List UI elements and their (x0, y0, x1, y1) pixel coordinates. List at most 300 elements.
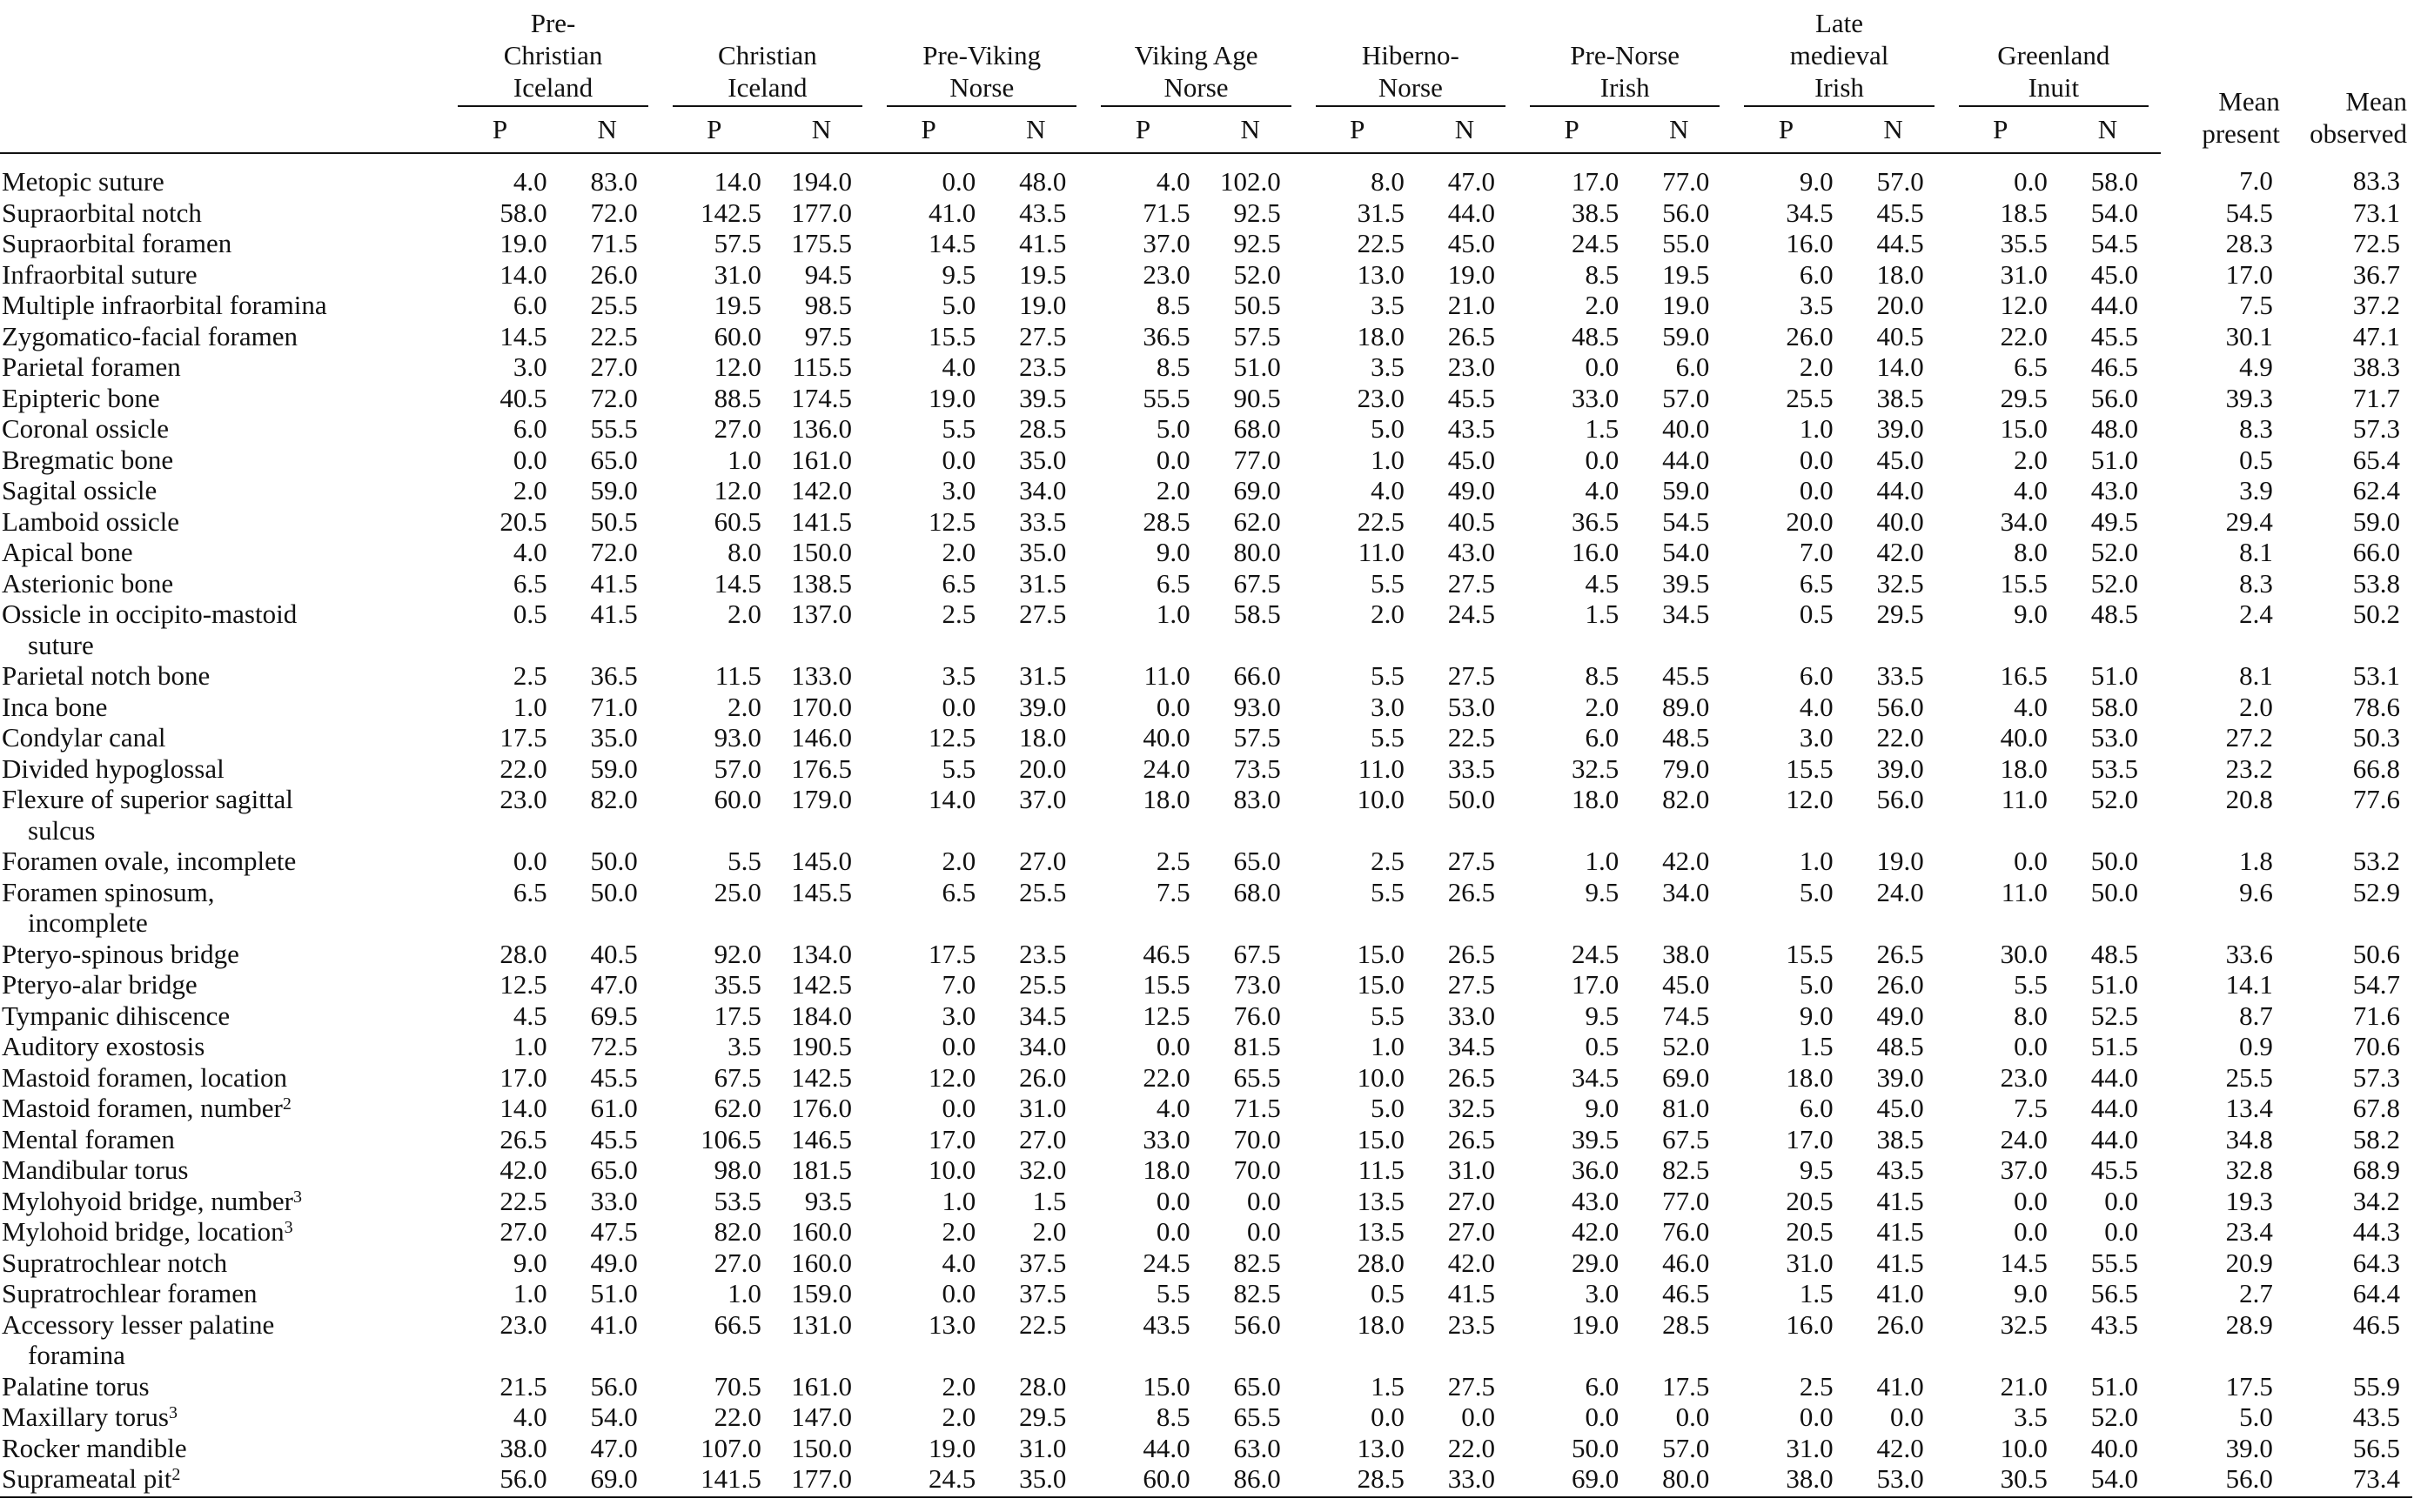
mean-observed-cell: 64.4 (2352, 1278, 2400, 1308)
present-count-cell: 44.0 (1143, 1432, 1190, 1463)
trait-name (0, 475, 446, 506)
present-count-cell: 23.0 (1357, 382, 1405, 413)
observed-count-cell: 43.0 (2090, 475, 2139, 505)
present-count-cell: 12.5 (929, 722, 976, 753)
mean-present-cell: 39.3 (2225, 382, 2273, 413)
observed-count-cell: 54.0 (2090, 197, 2139, 228)
present-count-cell: 29.0 (1571, 1247, 1619, 1278)
present-count-cell: 17.5 (714, 1000, 761, 1031)
present-count-cell: 0.0 (942, 1031, 976, 1061)
observed-count-cell: 55.5 (590, 413, 638, 444)
present-count-cell: 8.0 (1371, 166, 1405, 197)
present-count-cell: 5.0 (942, 290, 976, 320)
observed-count-cell: 37.0 (1019, 784, 1067, 814)
table-row (0, 445, 2412, 476)
present-count-cell: 7.0 (1799, 537, 1834, 567)
present-count-cell: 43.0 (1571, 1185, 1619, 1216)
observed-count-cell: 53.0 (1841, 1463, 1947, 1497)
observed-count-cell: 83.0 (1233, 784, 1281, 814)
observed-count-cell: 68.0 (1233, 413, 1281, 444)
trait-label: Bregmatic bone (2, 444, 174, 475)
observed-count-cell: 41.0 (1876, 1278, 1924, 1308)
present-count-cell: 6.0 (1585, 1370, 1619, 1402)
present-count-cell: 0.0 (1156, 1216, 1190, 1247)
observed-count-cell: 27.0 (1447, 1216, 1496, 1247)
trait-label: Divided hypoglossal (2, 753, 225, 784)
present-count-cell: 18.0 (2000, 753, 2048, 784)
present-count-cell: 3.0 (1799, 722, 1834, 753)
mean-observed-label: Mean observed (2310, 86, 2407, 149)
mean-present-cell: 20.8 (2225, 784, 2273, 814)
present-count-cell: 5.5 (1371, 722, 1405, 753)
observed-subheader: N (1197, 110, 1304, 153)
observed-count-cell: 54.5 (2090, 228, 2139, 258)
mean-present-cell: 2.4 (2239, 599, 2273, 629)
observed-count-cell: 77.0 (1662, 166, 1710, 197)
trait-name (0, 1186, 446, 1217)
present-count-cell: 55.5 (1143, 382, 1190, 413)
observed-count-cell: 82.5 (1662, 1154, 1710, 1185)
present-count-cell: 1.5 (1585, 599, 1619, 629)
present-count-cell: 2.0 (942, 1370, 976, 1402)
observed-count-cell: 23.5 (1447, 1308, 1496, 1340)
present-count-cell: 20.0 (1786, 505, 1834, 537)
present-count-cell: 0.0 (2014, 1031, 2048, 1061)
present-count-cell: 15.0 (1143, 1370, 1190, 1402)
present-count-cell: 0.0 (1799, 1402, 1834, 1432)
present-count-cell: 22.0 (1143, 1061, 1190, 1093)
observed-count-cell: 27.5 (1019, 599, 1067, 629)
present-count-cell: 8.0 (2014, 537, 2048, 567)
mean-observed-cell: 46.5 (2352, 1308, 2400, 1340)
present-count-cell: 17.0 (1786, 1123, 1834, 1154)
observed-count-cell: 194.0 (791, 166, 853, 197)
mean-observed-cell: 59.0 (2352, 505, 2400, 537)
present-count-cell: 8.5 (1585, 258, 1619, 290)
present-count-cell: 16.0 (1571, 537, 1619, 567)
observed-count-cell: 35.0 (590, 722, 638, 753)
observed-count-cell: 34.5 (1447, 1031, 1496, 1061)
observed-count-cell: 50.0 (1447, 784, 1496, 814)
observed-count-cell: 65.5 (1233, 1402, 1281, 1432)
observed-count-cell: 160.0 (791, 1216, 853, 1247)
table-row (0, 351, 2412, 383)
observed-count-cell: 93.0 (1233, 691, 1281, 722)
table-row (0, 1216, 2412, 1248)
trait-label: Supratrochlear notch (2, 1247, 228, 1278)
present-count-cell: 2.0 (942, 1402, 976, 1432)
observed-count-cell: 58.0 (2090, 691, 2139, 722)
present-count-cell: 9.5 (1585, 876, 1619, 907)
mean-observed-cell: 73.1 (2352, 197, 2400, 228)
trait-label: Asterionic bone (2, 567, 174, 599)
observed-count-cell: 52.0 (2090, 1402, 2139, 1432)
mean-present-cell: 7.5 (2239, 290, 2273, 320)
table-row (0, 1186, 2412, 1217)
mean-present-cell: 8.3 (2239, 413, 2273, 444)
observed-count-cell: 49.0 (1447, 475, 1496, 505)
trait-name (0, 969, 446, 1000)
present-count-cell: 12.5 (1143, 1000, 1190, 1031)
observed-count-cell: 48.0 (1019, 166, 1067, 197)
trait-name (0, 383, 446, 414)
present-count-cell: 1.0 (1799, 413, 1834, 444)
present-count-cell: 12.0 (2000, 290, 2048, 320)
present-count-cell: 2.5 (513, 660, 547, 691)
observed-count-cell: 177.0 (791, 197, 853, 228)
present-count-cell: 2.0 (942, 537, 976, 567)
observed-count-cell: 41.0 (590, 1308, 638, 1340)
present-count-cell: 2.0 (2014, 444, 2048, 475)
present-count-cell: 42.0 (1571, 1216, 1619, 1247)
observed-count-cell: 19.5 (1662, 258, 1710, 290)
present-count-cell: 1.0 (728, 1278, 761, 1308)
observed-count-cell: 50.0 (2090, 876, 2139, 907)
present-count-cell: 26.5 (500, 1123, 547, 1154)
present-count-cell: 5.5 (2014, 969, 2048, 1000)
present-count-cell: 0.0 (2014, 846, 2048, 876)
mean-observed-cell: 72.5 (2352, 228, 2400, 258)
observed-count-cell: 40.5 (590, 938, 638, 969)
observed-count-cell: 47.0 (590, 969, 638, 1000)
present-count-cell: 14.5 (929, 228, 976, 258)
present-count-cell: 5.5 (1371, 876, 1405, 907)
observed-count-cell: 89.0 (1662, 691, 1710, 722)
present-count-cell: 38.0 (500, 1432, 547, 1463)
observed-count-cell: 67.5 (1233, 567, 1281, 599)
observed-count-cell: 57.0 (1662, 382, 1710, 413)
trait-name (0, 445, 446, 476)
present-subheader: P (660, 110, 768, 153)
observed-count-cell: 77.0 (1662, 1185, 1710, 1216)
mean-present-cell: 30.1 (2225, 320, 2273, 351)
present-count-cell: 28.0 (500, 938, 547, 969)
mean-observed-cell: 73.4 (2285, 1463, 2412, 1497)
observed-count-cell: 142.0 (791, 475, 853, 505)
observed-count-cell: 53.5 (2090, 753, 2139, 784)
present-count-cell: 5.0 (1371, 1093, 1405, 1123)
observed-count-cell: 32.5 (1876, 567, 1924, 599)
mean-present-cell: 34.8 (2225, 1123, 2273, 1154)
observed-count-cell: 49.5 (2090, 505, 2139, 537)
present-count-cell: 6.0 (1799, 660, 1834, 691)
observed-count-cell: 181.5 (791, 1154, 853, 1185)
observed-count-cell: 27.5 (1447, 660, 1496, 691)
present-count-cell: 8.0 (2014, 1000, 2048, 1031)
present-count-cell: 9.0 (1799, 166, 1834, 197)
observed-count-cell: 58.5 (1233, 599, 1281, 629)
trait-name (0, 1216, 446, 1248)
present-count-cell: 6.5 (1156, 567, 1190, 599)
present-count-cell: 11.5 (714, 660, 761, 691)
mean-observed-cell: 53.1 (2352, 660, 2400, 691)
observed-count-cell: 55.0 (1662, 228, 1710, 258)
trait-name (0, 599, 446, 660)
observed-count-cell: 56.0 (1876, 691, 1924, 722)
observed-count-cell: 23.5 (1019, 938, 1067, 969)
trait-name (0, 692, 446, 723)
mean-present-cell: 3.9 (2239, 475, 2273, 505)
observed-count-cell: 40.0 (2090, 1432, 2139, 1463)
observed-subheader: N (982, 110, 1089, 153)
present-count-cell: 0.0 (942, 166, 976, 197)
observed-count-cell: 22.0 (1447, 1432, 1496, 1463)
present-count-cell: 4.0 (1156, 1093, 1190, 1123)
trait-label: Multiple infraorbital foramina (2, 290, 327, 320)
trait-name (0, 753, 446, 785)
observed-count-cell: 65.5 (1233, 1061, 1281, 1093)
present-count-cell: 16.0 (1786, 1308, 1834, 1340)
trait-name (0, 846, 446, 877)
present-count-cell: 22.0 (714, 1402, 761, 1432)
group-header: Viking Age Norse (1089, 7, 1303, 110)
present-subheader: P (1947, 110, 2055, 153)
present-subheader: P (1518, 110, 1626, 153)
group-header: Late medieval Irish (1732, 7, 1946, 110)
observed-subheader: N (768, 110, 875, 153)
present-count-cell: 28.0 (1357, 1247, 1405, 1278)
mean-present-cell: 8.7 (2239, 1000, 2273, 1031)
observed-count-cell: 38.0 (1662, 938, 1710, 969)
trait-name (0, 1371, 446, 1402)
present-count-cell: 3.0 (513, 351, 547, 382)
present-count-cell: 40.5 (500, 382, 547, 413)
observed-count-cell: 69.5 (590, 1000, 638, 1031)
present-count-cell: 5.0 (1799, 969, 1834, 1000)
present-count-cell: 3.5 (728, 1031, 761, 1061)
table-row (0, 1124, 2412, 1155)
present-count-cell: 1.0 (1585, 846, 1619, 876)
present-count-cell: 27.0 (714, 1247, 761, 1278)
observed-count-cell: 32.0 (1019, 1154, 1067, 1185)
observed-count-cell: 0.0 (1461, 1402, 1496, 1432)
present-count-cell: 11.5 (1358, 1154, 1405, 1185)
mean-present-label: Mean present (2202, 86, 2280, 149)
observed-count-cell: 40.5 (1876, 320, 1924, 351)
trait-name (0, 290, 446, 321)
present-count-cell: 0.0 (1799, 444, 1834, 475)
present-count-cell: 15.0 (1357, 1123, 1405, 1154)
present-count-cell: 12.0 (714, 351, 761, 382)
present-count-cell: 1.0 (1799, 846, 1834, 876)
present-count-cell: 10.0 (1357, 784, 1405, 814)
present-count-cell: 4.5 (513, 1000, 547, 1031)
observed-count-cell: 44.0 (1447, 197, 1496, 228)
observed-count-cell: 34.0 (1662, 876, 1710, 907)
trait-name (0, 228, 446, 259)
observed-subheader: N (2055, 110, 2161, 153)
observed-count-cell: 98.5 (804, 290, 853, 320)
trait-label: Accessory lesser palatine (2, 1308, 275, 1340)
observed-count-cell: 1.5 (1032, 1185, 1067, 1216)
observed-count-cell: 82.0 (590, 784, 638, 814)
present-count-cell: 93.0 (714, 722, 761, 753)
present-count-cell: 27.0 (500, 1216, 547, 1247)
mean-present-cell: 19.3 (2225, 1185, 2273, 1216)
present-count-cell: 18.0 (1571, 784, 1619, 814)
observed-count-cell: 86.0 (1197, 1463, 1304, 1497)
present-count-cell: 18.0 (1357, 320, 1405, 351)
present-count-cell: 13.5 (1357, 1185, 1405, 1216)
present-count-cell: 15.5 (1143, 969, 1190, 1000)
observed-count-cell: 43.5 (1019, 197, 1067, 228)
observed-count-cell: 70.0 (1233, 1123, 1281, 1154)
table-row (0, 1433, 2412, 1464)
trait-name (0, 784, 446, 846)
present-count-cell: 2.0 (1371, 599, 1405, 629)
present-count-cell: 18.0 (1786, 1061, 1834, 1093)
table-row (0, 1463, 2412, 1497)
observed-count-cell: 161.0 (791, 444, 853, 475)
present-count-cell: 18.0 (1357, 1308, 1405, 1340)
observed-count-cell: 34.0 (1019, 475, 1067, 505)
mean-observed-cell: 83.3 (2352, 165, 2400, 196)
present-count-cell: 0.0 (2014, 1216, 2048, 1247)
observed-count-cell: 47.0 (590, 1432, 638, 1463)
observed-count-cell: 54.0 (2055, 1463, 2161, 1497)
present-count-cell: 15.0 (1357, 938, 1405, 969)
present-count-cell: 2.0 (942, 1216, 976, 1247)
group-header: Pre-Viking Norse (875, 7, 1089, 110)
observed-count-cell: 170.0 (791, 691, 853, 722)
observed-count-cell: 136.0 (791, 413, 853, 444)
present-count-cell: 11.0 (2001, 784, 2048, 814)
trait-label: Rocker mandible (2, 1432, 187, 1463)
observed-count-cell: 19.0 (1447, 258, 1496, 290)
present-count-cell: 4.0 (2014, 475, 2048, 505)
table-row (0, 1000, 2412, 1032)
observed-count-cell: 43.5 (1876, 1154, 1924, 1185)
trait-label: Flexure of superior sagittal (2, 784, 293, 814)
observed-count-cell: 34.5 (1019, 1000, 1067, 1031)
present-count-cell: 13.0 (929, 1308, 976, 1340)
observed-count-cell: 41.5 (590, 599, 638, 629)
present-count-cell: 16.5 (2000, 660, 2048, 691)
trait-name (0, 1124, 446, 1155)
observed-count-cell: 46.0 (1662, 1247, 1710, 1278)
table-row (0, 259, 2412, 291)
present-count-cell: 8.0 (728, 537, 761, 567)
present-count-cell: 8.5 (1156, 351, 1190, 382)
trait-name (0, 197, 446, 229)
observed-count-cell: 51.0 (2090, 969, 2139, 1000)
trait-label: Supratrochlear foramen (2, 1278, 258, 1308)
observed-count-cell: 26.0 (1876, 969, 1924, 1000)
observed-count-cell: 19.5 (1019, 258, 1067, 290)
present-count-cell: 3.0 (1371, 691, 1405, 722)
observed-count-cell: 28.5 (1019, 413, 1067, 444)
present-count-cell: 24.5 (1571, 228, 1619, 258)
mean-observed-cell: 50.2 (2352, 599, 2400, 629)
present-count-cell: 11.0 (1358, 537, 1405, 567)
observed-count-cell: 35.0 (1019, 537, 1067, 567)
table-body (0, 153, 2412, 1497)
table-row (0, 1278, 2412, 1309)
observed-count-cell: 58.0 (2090, 166, 2139, 197)
observed-count-cell: 21.0 (1447, 290, 1496, 320)
present-count-cell: 0.0 (513, 444, 547, 475)
observed-count-cell: 72.0 (590, 537, 638, 567)
observed-count-cell: 31.5 (1019, 567, 1067, 599)
present-count-cell: 1.0 (513, 691, 547, 722)
observed-count-cell: 45.5 (1876, 197, 1924, 228)
present-count-cell: 10.0 (1357, 1061, 1405, 1093)
observed-count-cell: 37.5 (1019, 1278, 1067, 1308)
observed-count-cell: 93.5 (804, 1185, 853, 1216)
present-count-cell: 22.0 (2000, 320, 2048, 351)
present-count-cell: 9.0 (1799, 1000, 1834, 1031)
group-header: Christian Iceland (660, 7, 875, 110)
table-row (0, 153, 2412, 197)
trait-name (0, 660, 446, 692)
present-count-cell: 5.0 (1156, 413, 1190, 444)
present-count-cell: 6.0 (1799, 258, 1834, 290)
present-count-cell: 29.5 (2000, 382, 2048, 413)
present-count-cell: 11.0 (1358, 753, 1405, 784)
present-count-cell: 32.5 (1571, 753, 1619, 784)
mean-observed-cell: 50.6 (2352, 938, 2400, 969)
observed-count-cell: 80.0 (1233, 537, 1281, 567)
present-count-cell: 31.0 (714, 258, 761, 290)
observed-count-cell: 59.0 (590, 753, 638, 784)
observed-count-cell: 42.0 (1876, 537, 1924, 567)
trait-label: Mastoid foramen, location (2, 1061, 287, 1093)
mean-present-cell: 14.1 (2225, 969, 2273, 1000)
observed-count-cell: 24.0 (1876, 876, 1924, 907)
table-row (0, 1154, 2412, 1186)
observed-count-cell: 52.0 (1233, 258, 1281, 290)
present-count-cell: 19.0 (1571, 1308, 1619, 1340)
observed-count-cell: 174.5 (791, 382, 853, 413)
present-count-cell: 0.0 (942, 691, 976, 722)
trait-label: Mylohoid bridge, location (2, 1216, 285, 1247)
observed-count-cell: 141.5 (791, 505, 853, 537)
present-count-cell: 31.0 (2000, 258, 2048, 290)
observed-count-cell: 20.0 (1876, 290, 1924, 320)
present-count-cell: 7.0 (942, 969, 976, 1000)
mean-present-cell: 13.4 (2225, 1093, 2273, 1123)
observed-count-cell: 19.0 (1662, 290, 1710, 320)
sub-header-row (0, 110, 2412, 153)
present-count-cell: 24.0 (1143, 753, 1190, 784)
mean-observed-cell: 55.9 (2352, 1370, 2400, 1402)
present-count-cell: 8.5 (1156, 1402, 1190, 1432)
observed-count-cell: 0.0 (2104, 1185, 2139, 1216)
mean-observed-cell: 70.6 (2352, 1031, 2400, 1061)
observed-count-cell: 33.5 (1447, 753, 1496, 784)
present-count-cell: 3.5 (1371, 351, 1405, 382)
observed-count-cell: 184.0 (791, 1000, 853, 1031)
present-count-cell: 1.0 (1371, 1031, 1405, 1061)
present-count-cell: 0.5 (1799, 599, 1834, 629)
observed-count-cell: 6.0 (1675, 351, 1710, 382)
observed-count-cell: 26.5 (1447, 876, 1496, 907)
present-count-cell: 36.5 (1571, 505, 1619, 537)
present-count-cell: 0.0 (2014, 1185, 2048, 1216)
mean-present-cell: 28.9 (2225, 1308, 2273, 1340)
group-header: Greenland Inuit (1947, 7, 2161, 110)
present-count-cell: 31.0 (1786, 1432, 1834, 1463)
present-count-cell: 0.0 (1799, 475, 1834, 505)
observed-subheader: N (1626, 110, 1732, 153)
mean-observed-cell: 57.3 (2352, 1061, 2400, 1093)
present-count-cell: 3.5 (1371, 290, 1405, 320)
present-count-cell: 4.0 (2014, 691, 2048, 722)
present-count-cell: 22.5 (500, 1185, 547, 1216)
trait-label: Mylohyoid bridge, number (2, 1185, 293, 1216)
mean-observed-cell: 43.5 (2352, 1402, 2400, 1432)
trait-label: Auditory exostosis (2, 1031, 205, 1061)
